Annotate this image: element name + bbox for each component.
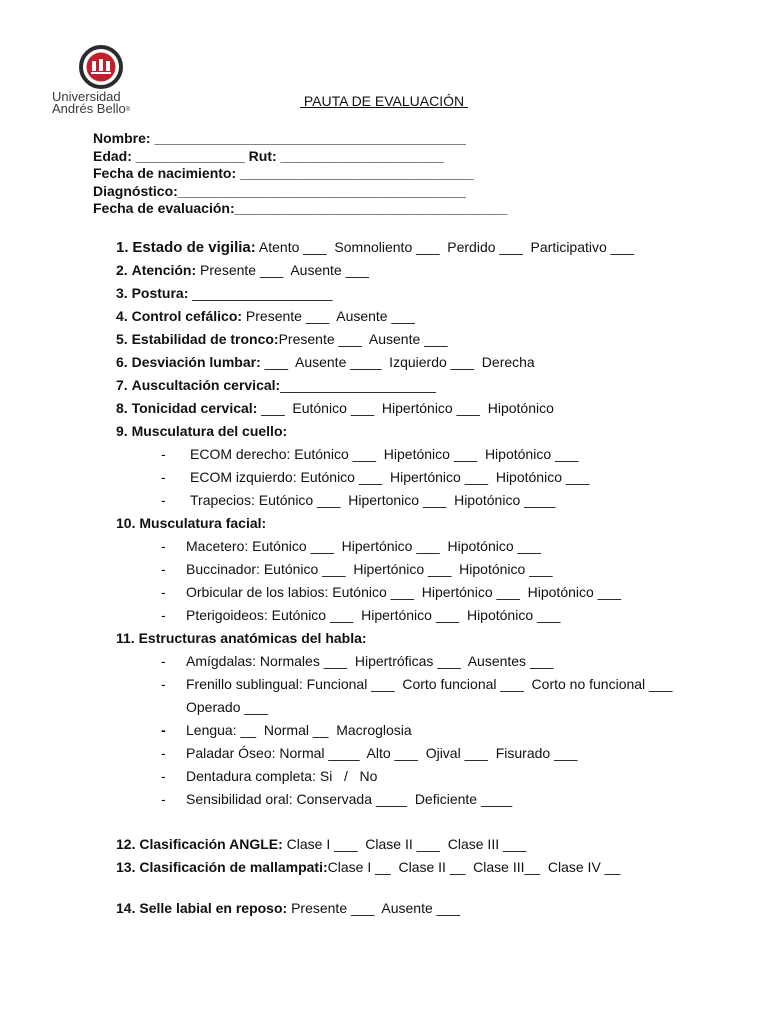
sub-item-text: Sensibilidad oral: Conservada ____ Deficiente ____: [186, 791, 513, 807]
item-number: 5.: [116, 331, 128, 347]
item-label: Clasificación de mallampati:: [139, 859, 328, 875]
item-clasificacion-angle: [116, 833, 716, 856]
bullet-dash: -: [161, 791, 166, 807]
sub-item-text: Buccinador: Eutónico ___ Hipertónico ___ Hipotónico ___: [186, 561, 553, 577]
evaluation-list: [116, 236, 716, 920]
item-number: 6.: [116, 354, 128, 370]
sub-item-buccinador: [116, 558, 716, 581]
item-label: Auscultación cervical:: [131, 377, 281, 393]
sub-item-frenillo: [116, 673, 716, 696]
item-label: Atención:: [131, 262, 197, 278]
spacer: [116, 879, 716, 897]
bullet-dash: -: [161, 745, 166, 761]
bullet-dash: -: [161, 469, 166, 485]
item-musculatura-cuello: [116, 420, 716, 443]
sub-item-ecom-derecho: [116, 443, 716, 466]
sub-item-macetero: [116, 535, 716, 558]
item-clasificacion-mallampati: [116, 856, 716, 879]
spacer: [116, 811, 716, 833]
field-fecha-nacimiento: Fecha de nacimiento: ______________________________: [93, 165, 474, 181]
item-options: Clase I __ Clase II __ Clase III__ Clase IV __: [327, 859, 621, 875]
sub-item-amigdalas: [116, 650, 716, 673]
sub-item-text: Macetero: Eutónico ___ Hipertónico ___ Hipotónico ___: [186, 538, 541, 554]
item-auscultacion-cervical: [116, 374, 716, 397]
item-estabilidad-tronco: [116, 328, 716, 351]
bullet-dash: -: [161, 446, 166, 462]
bullet-dash: -: [161, 676, 166, 692]
item-options: Presente ___ Ausente ___: [287, 900, 460, 916]
registered-mark: ®: [125, 107, 131, 113]
bullet-dash: -: [161, 538, 166, 554]
item-number: 10.: [116, 515, 136, 531]
item-estructuras-habla: [116, 627, 716, 650]
bullet-dash: -: [161, 584, 166, 600]
item-number: 2.: [116, 262, 128, 278]
item-number: 9.: [116, 423, 128, 439]
item-estado-vigilia: [116, 236, 716, 259]
item-number: 12.: [116, 836, 136, 852]
item-options: Clase I ___ Clase II ___ Clase III ___: [282, 836, 527, 852]
bullet-dash: -: [161, 768, 166, 784]
item-label: Tonicidad cervical:: [131, 400, 258, 416]
item-options: ____________________: [280, 377, 436, 393]
bullet-dash: -: [161, 607, 166, 623]
university-seal-icon: [70, 44, 132, 90]
item-postura: [116, 282, 716, 305]
item-label: Clasificación ANGLE:: [139, 836, 283, 852]
patient-fields: [93, 130, 507, 218]
bullet-dash: -: [161, 561, 166, 577]
item-options: Presente ___ Ausente ___: [278, 331, 448, 347]
item-number: 13.: [116, 859, 136, 875]
field-edad-rut: Edad: ______________ Rut: _____________________: [93, 147, 445, 164]
sub-item-text: Frenillo sublingual: Funcional ___ Corto funcional ___ Corto no funcional ___: [186, 676, 673, 692]
item-desviacion-lumbar: [116, 351, 716, 374]
item-control-cefalico: [116, 305, 716, 328]
sub-item-ecom-izquierdo: [116, 466, 716, 489]
sub-item-pterigoideos: [116, 604, 716, 627]
sub-item-text: ECOM izquierdo: Eutónico ___ Hipertónico ___ Hipotónico ___: [190, 469, 590, 485]
item-selle-labial: [116, 897, 716, 920]
sub-item-text: Paladar Óseo: Normal ____ Alto ___ Ojival ___ Fisurado ___: [186, 745, 578, 761]
item-options: Presente ___ Ausente ___: [196, 262, 369, 278]
sub-item-trapecios: [116, 489, 716, 512]
item-label: Musculatura del cuello:: [131, 423, 288, 439]
item-label: Estabilidad de tronco:: [131, 331, 279, 347]
item-options: ___ Eutónico ___ Hipertónico ___ Hipotónico: [257, 400, 554, 416]
item-number: 4.: [116, 308, 128, 324]
item-number: 8.: [116, 400, 128, 416]
item-number: 14.: [116, 900, 136, 916]
sub-item-text: Trapecios: Eutónico ___ Hipertonico ___ Hipotónico ____: [190, 492, 556, 508]
item-musculatura-facial: [116, 512, 716, 535]
item-label: Control cefálico:: [131, 308, 243, 324]
bullet-dash: -: [161, 722, 166, 738]
item-number: 3.: [116, 285, 128, 301]
sub-item-text: Lengua: __ Normal __ Macroglosia: [186, 722, 412, 738]
sub-item-lengua: [116, 719, 716, 742]
item-options: Presente ___ Ausente ___: [242, 308, 415, 324]
item-label: Selle labial en reposo:: [139, 900, 288, 916]
sub-item-dentadura: [116, 765, 716, 788]
sub-item-orbicular-labios: [116, 581, 716, 604]
item-label: Estado de vigilia:: [132, 239, 256, 256]
sub-item-text: ECOM derecho: Eutónico ___ Hipetónico ___ Hipotónico ___: [190, 446, 579, 462]
item-number: 7.: [116, 377, 128, 393]
document-title: PAUTA DE EVALUACIÓN: [299, 93, 469, 109]
bullet-dash: -: [161, 492, 166, 508]
item-options: Atento ___ Somnoliento ___ Perdido ___ Participativo ___: [255, 239, 635, 255]
sub-item-text: Dentadura completa: Si / No: [186, 768, 378, 784]
item-options: ___ Ausente ____ Izquierdo ___ Derecha: [260, 354, 535, 370]
item-options: __________________: [188, 285, 333, 301]
sub-item-frenillo-continuation: Operado ___: [186, 699, 268, 715]
field-fecha-evaluacion: Fecha de evaluación:___________________________________: [93, 200, 508, 216]
sub-item-paladar: [116, 742, 716, 765]
sub-item-text: Amígdalas: Normales ___ Hipertróficas ___ Ausentes ___: [186, 653, 554, 669]
item-number: 1.: [116, 239, 129, 256]
item-label: Estructuras anatómicas del habla:: [138, 630, 367, 646]
bullet-dash: -: [161, 653, 166, 669]
sub-item-sensibilidad: [116, 788, 716, 811]
item-tonicidad-cervical: [116, 397, 716, 420]
item-label: Desviación lumbar:: [131, 354, 261, 370]
field-diagnostico: Diagnóstico:_____________________________________: [93, 182, 466, 199]
university-name-line2: Andrés Bello: [52, 101, 126, 116]
sub-item-text: Orbicular de los labios: Eutónico ___ Hipertónico ___ Hipotónico ___: [186, 584, 622, 600]
item-label: Musculatura facial:: [139, 515, 267, 531]
university-name-line1: Universidad: [52, 89, 121, 104]
item-label: Postura:: [131, 285, 189, 301]
sub-item-text: Pterigoideos: Eutónico ___ Hipertónico ___ Hipotónico ___: [186, 607, 561, 623]
item-atencion: [116, 259, 716, 282]
field-nombre: Nombre: ________________________________________: [93, 130, 466, 146]
item-number: 11.: [116, 630, 135, 646]
